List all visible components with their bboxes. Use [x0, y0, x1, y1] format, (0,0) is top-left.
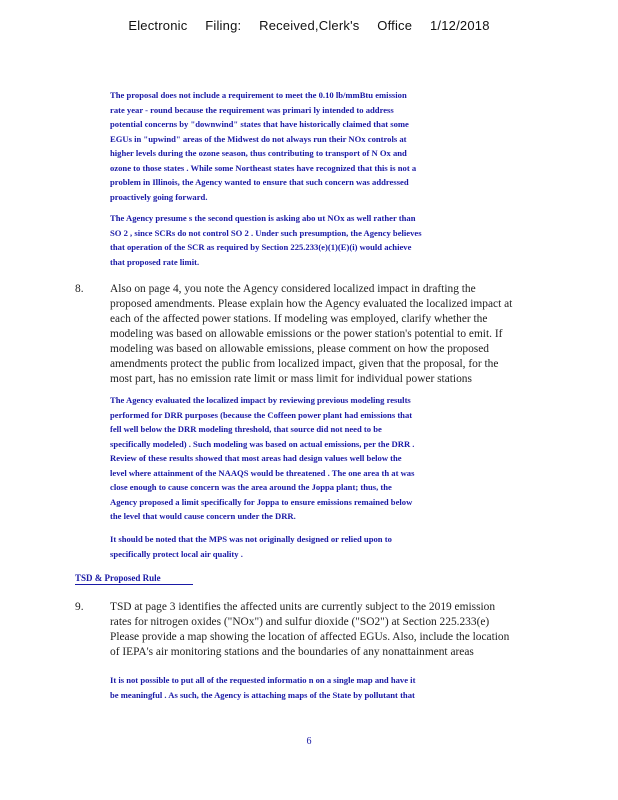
- response-line: that operation of the SCR as required by Section 225.233(e)(1)(E)(i) would achieve: [110, 242, 412, 252]
- header-received: Received,Clerk's: [259, 18, 360, 33]
- response-line: be meaningful . As such, the Agency is attaching maps of the State by pollutant that: [110, 689, 415, 700]
- question-line: modeling was based on allowable emissions, please comment on how the proposed: [110, 343, 489, 355]
- response-7-paragraph-2: [110, 211, 510, 269]
- response-8-paragraph-2: [110, 532, 510, 561]
- response-line: SO 2 , since SCRs do not control SO 2 . Under such presumption, the Agency believes: [110, 227, 422, 238]
- question-line: proposed amendments. Please explain how the Agency evaluated the localized impact at: [110, 298, 513, 310]
- filing-header: [0, 18, 618, 33]
- response-line: Review of these results showed that most areas had design values well below the: [110, 453, 402, 463]
- question-line: rates for nitrogen oxides ("NOx") and sulfur dioxide ("SO2") at Section 225.233(e): [110, 616, 490, 628]
- response-line: The proposal does not include a requirement to meet the 0.10 lb/mmBtu emission: [110, 90, 407, 100]
- page-number: 6: [306, 736, 312, 747]
- question-number: 9.: [75, 601, 84, 613]
- question-line: amendments protect the public from localized impact, given that the proposal, for the: [110, 358, 499, 370]
- question-8: [75, 282, 575, 387]
- response-line: specifically modeled) . Such modeling was based on actual emissions, per the DRR .: [110, 438, 415, 449]
- response-line: fell well below the DRR modeling threshold, that source did not need to be: [110, 424, 382, 434]
- question-text: [110, 282, 575, 387]
- response-line: proactively going forward.: [110, 191, 208, 202]
- response-line: level where attainment of the NAAQS would be threatened . The one area th at was: [110, 467, 415, 478]
- response-line: potential concerns by "downwind" states that have historically claimed that some: [110, 119, 409, 129]
- response-line: higher levels during the ozone season, thus contributing to transport of N Ox and: [110, 148, 407, 158]
- response-line: Agency proposed a limit specifically for Joppa to ensure emissions remained below: [110, 496, 413, 507]
- question-line: most part, has no emission rate limit or mass limit for individual power stations: [110, 373, 472, 385]
- response-line: close enough to cause concern was the area around the Joppa plant; thus, the: [110, 482, 392, 492]
- question-line: each of the affected power stations. If modeling was employed, clarify whether the: [110, 313, 488, 325]
- header-electronic: Electronic: [128, 18, 188, 33]
- response-line: that proposed rate limit.: [110, 256, 200, 267]
- question-number: 8.: [75, 283, 84, 295]
- question-line: of IEPA's air monitoring stations and the boundaries of any nonattainment areas: [110, 646, 474, 658]
- question-line: Also on page 4, you note the Agency considered localized impact in drafting the: [110, 283, 476, 295]
- question-9: [75, 600, 575, 662]
- response-line: The Agency evaluated the localized impact by reviewing previous modeling results: [110, 395, 411, 405]
- section-heading: TSD & Proposed Rule: [75, 572, 193, 585]
- response-line: performed for DRR purposes (because the Coffeen power plant had emissions that: [110, 409, 413, 420]
- response-8-paragraph-1: [110, 393, 510, 524]
- question-line: Please provide a map showing the location of affected EGUs. Also, include the location: [110, 631, 510, 643]
- header-date: 1/12/2018: [430, 18, 490, 33]
- question-line: TSD at page 3 identifies the affected units are currently subject to the 2019 emission: [110, 601, 496, 613]
- question-text: [110, 600, 575, 660]
- response-line: It should be noted that the MPS was not originally designed or relied upon to: [110, 534, 392, 544]
- response-line: ozone to those states . While some Northeast states have recognized that this is not a: [110, 162, 417, 173]
- response-line: specifically protect local air quality .: [110, 548, 243, 559]
- response-line: It is not possible to put all of the requested informatio n on a single map and have it: [110, 675, 416, 685]
- response-line: EGUs in "upwind" areas of the Midwest do not always run their NOx controls at: [110, 133, 407, 144]
- header-office: Office: [377, 18, 413, 33]
- response-line: rate year - round because the requirement was primari ly intended to address: [110, 104, 394, 115]
- response-line: the level that would cause concern under the DRR.: [110, 511, 296, 521]
- response-line: The Agency presume s the second question is asking abo ut NOx as well rather than: [110, 213, 416, 223]
- question-line: modeling was based on allowable emissions or the power station's potential to emit. If: [110, 328, 503, 340]
- response-7-paragraph-1: [110, 88, 510, 204]
- response-line: problem in Illinois, the Agency wanted to ensure that such concern was addressed: [110, 177, 409, 187]
- response-9-paragraph: [110, 673, 510, 702]
- header-filing: Filing:: [205, 18, 242, 33]
